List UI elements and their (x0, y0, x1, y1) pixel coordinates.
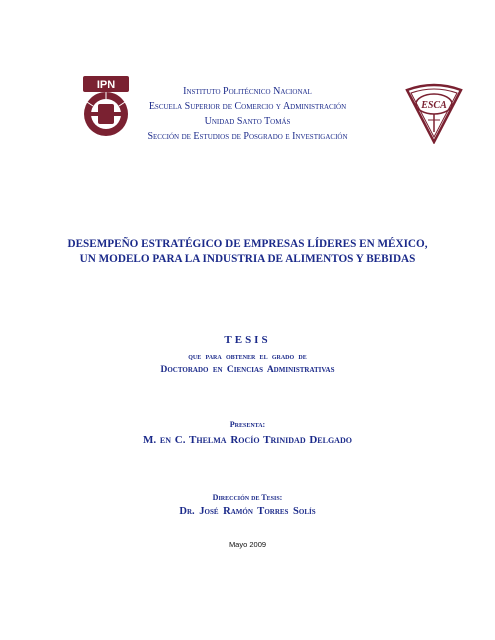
thesis-title (0, 237, 495, 267)
author-name: M. en C. Thelma Rocío Trinidad Delgado (143, 434, 352, 446)
header-line-3: Unidad Santo Tomás (204, 116, 291, 127)
purpose-line-1: que para obtener el grado de (188, 351, 307, 361)
esca-logo-text: ESCA (421, 100, 447, 111)
title-line-1: DESEMPEÑO ESTRATÉGICO DE EMPRESAS LÍDERES EN MÉXICO, (67, 238, 428, 250)
tesis-heading: TESIS (224, 334, 271, 346)
institution-header (0, 84, 495, 144)
tesis-purpose (0, 349, 495, 377)
header-line-4: Sección de Estudios de Posgrado e Investigación (147, 131, 348, 142)
header-line-2: Escuela Superior de Comercio y Administración (148, 101, 347, 112)
purpose-line-2: Doctorado en Ciencias Administrativas (160, 365, 335, 375)
director-name: Dr. José Ramón Torres Solís (179, 506, 316, 517)
date-label: Mayo 2009 (228, 540, 267, 549)
ipn-logo-text: IPN (96, 79, 116, 91)
title-line-2: UN MODELO PARA LA INDUSTRIA DE ALIMENTOS Y BEBIDAS (79, 253, 416, 265)
presenta-label: Presenta: (229, 420, 266, 429)
direccion-label: Dirección de Tesis: (212, 493, 283, 502)
header-line-1: Instituto Politécnico Nacional (183, 86, 312, 97)
